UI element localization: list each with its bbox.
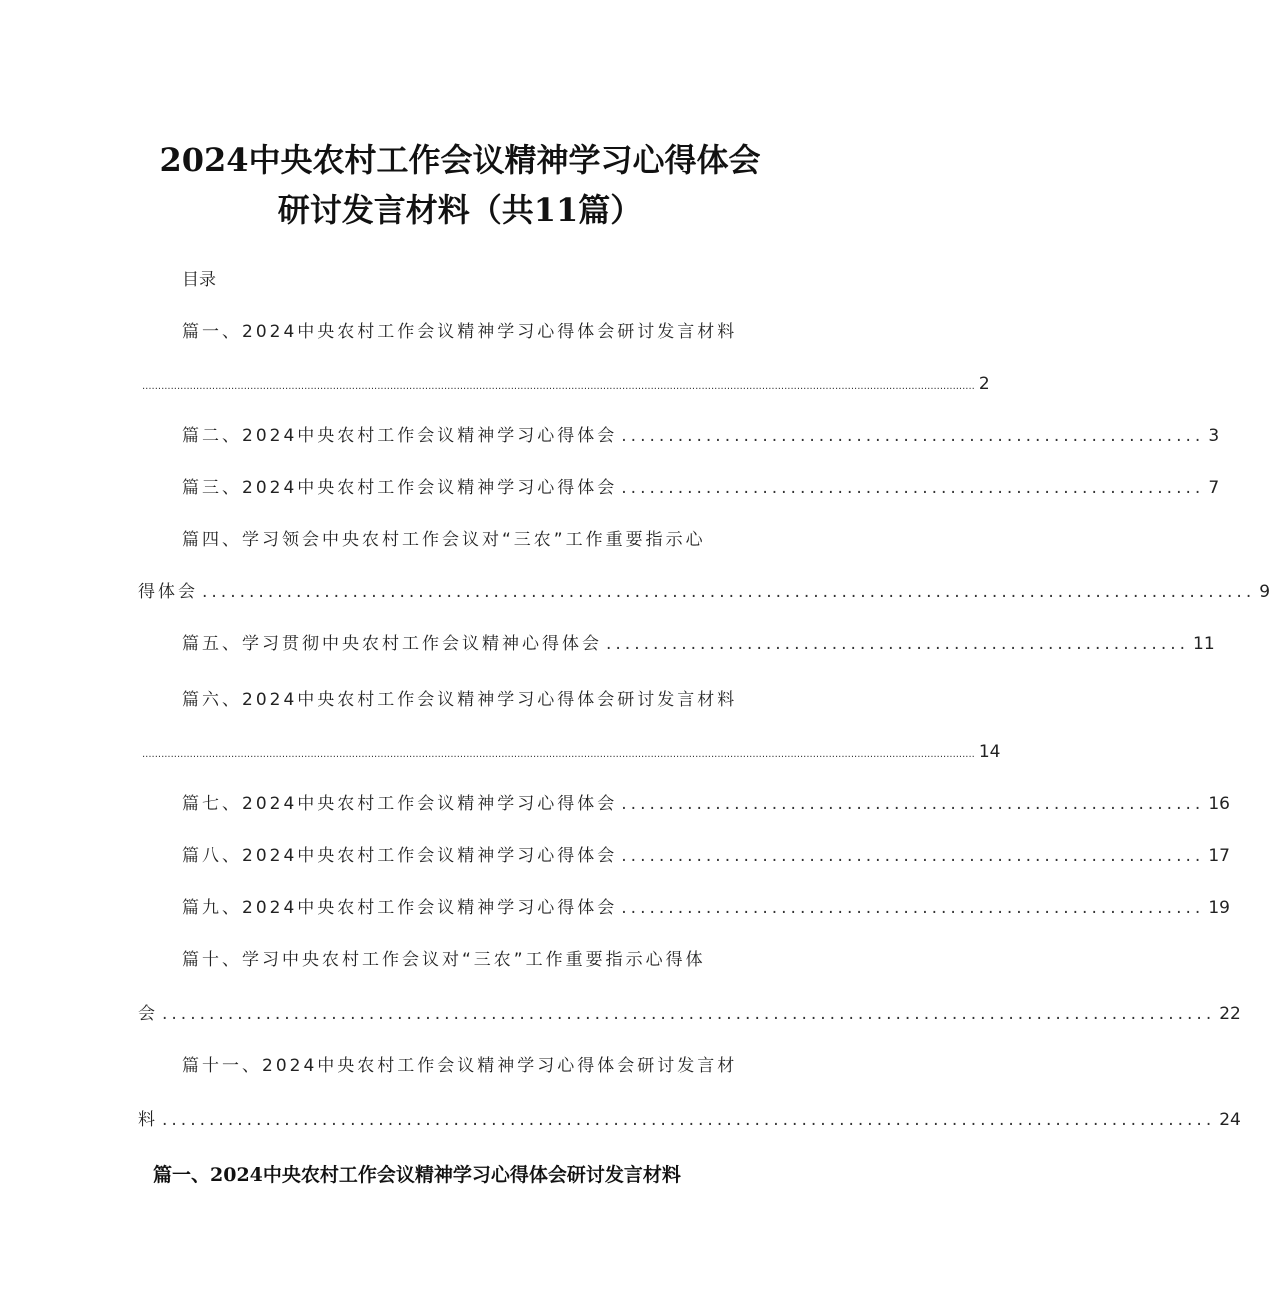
toc-entry-4-leader[interactable]: [138, 580, 1270, 604]
toc-entry-7[interactable]: [182, 792, 1230, 816]
toc-entry-continuation: 得体会: [138, 582, 198, 602]
toc-entry-8[interactable]: [182, 844, 1230, 868]
toc-entry-11-leader[interactable]: [138, 1108, 1241, 1132]
document-title-line-1: 2024中央农村工作会议精神学习心得体会: [159, 141, 761, 179]
toc-entry-11-title[interactable]: [182, 1054, 737, 1078]
toc-entry-1-leader[interactable]: [138, 372, 990, 399]
toc-entry-3[interactable]: [182, 476, 1220, 500]
toc-entry-10-leader[interactable]: [138, 1002, 1241, 1026]
toc-entry-title: 篇八、2024中央农村工作会议精神学习心得体会: [182, 846, 618, 866]
dot-leader: ..............................................................: [621, 898, 1205, 918]
toc-entry-title: 篇二、2024中央农村工作会议精神学习心得体会: [182, 426, 618, 446]
dot-leader: ................................................................................................................: [202, 582, 1256, 602]
toc-entry-title: 篇四、学习领会中央农村工作会议对“三农”工作重要指示心: [182, 530, 706, 550]
toc-entry-title: 篇五、学习贯彻中央农村工作会议精神心得体会: [182, 634, 602, 654]
toc-page-number: 16: [1208, 794, 1230, 814]
toc-entry-title: 篇三、2024中央农村工作会议精神学习心得体会: [182, 478, 618, 498]
toc-page-number: 7: [1208, 478, 1220, 498]
dot-leader: ..............................................................: [621, 846, 1205, 866]
toc-entry-5[interactable]: [182, 632, 1215, 656]
toc-entry-6-title[interactable]: [182, 688, 737, 712]
dot-leader: ..............................................................: [606, 634, 1190, 654]
toc-entry-title: 篇六、2024中央农村工作会议精神学习心得体会研讨发言材料: [182, 690, 738, 710]
toc-entry-title: 篇九、2024中央农村工作会议精神学习心得体会: [182, 898, 618, 918]
toc-entry-title: 篇一、2024中央农村工作会议精神学习心得体会研讨发言材料: [182, 322, 738, 342]
toc-page-number: 19: [1208, 898, 1230, 918]
toc-label: 目录: [182, 270, 216, 290]
toc-entry-4-title[interactable]: [182, 528, 706, 552]
toc-page-number: 22: [1219, 1004, 1241, 1024]
toc-page-number: 11: [1193, 634, 1215, 654]
toc-entry-title: 篇七、2024中央农村工作会议精神学习心得体会: [182, 794, 618, 814]
dot-leader: ................................................................................................................: [162, 1110, 1216, 1130]
toc-entry-10-title[interactable]: [182, 948, 706, 972]
dot-leader: ..............................................................: [621, 478, 1205, 498]
toc-page-number: 14: [978, 742, 1001, 762]
toc-page-number: 3: [1208, 426, 1220, 446]
toc-entry-1-title[interactable]: [182, 320, 737, 344]
dot-leader: ................................................................................................................: [162, 1004, 1216, 1024]
toc-entry-title: 篇十、学习中央农村工作会议对“三农”工作重要指示心得体: [182, 950, 706, 970]
dot-leader: ..............................................................: [621, 426, 1205, 446]
section-heading: 篇一、2024中央农村工作会议精神学习心得体会研讨发言材料: [153, 1164, 681, 1186]
toc-page-number: 24: [1219, 1110, 1241, 1130]
toc-entry-title: 篇十一、2024中央农村工作会议精神学习心得体会研讨发言材: [182, 1056, 738, 1076]
toc-page-number: 17: [1208, 846, 1230, 866]
toc-entry-2[interactable]: [182, 424, 1220, 448]
toc-entry-6-leader[interactable]: [138, 740, 1001, 767]
toc-page-number: 2: [978, 374, 990, 394]
dot-leader: ......................................................................................................................................................................................................................................................................: [142, 381, 975, 392]
dot-leader: ......................................................................................................................................................................................................................................................................: [142, 749, 975, 760]
toc-entry-9[interactable]: [182, 896, 1230, 920]
dot-leader: ..............................................................: [621, 794, 1205, 814]
document-title-line-2: 研讨发言材料（共11篇）: [277, 191, 643, 229]
toc-entry-continuation: 料: [138, 1110, 158, 1130]
toc-page-number: 9: [1259, 582, 1270, 602]
toc-entry-continuation: 会: [138, 1004, 158, 1024]
